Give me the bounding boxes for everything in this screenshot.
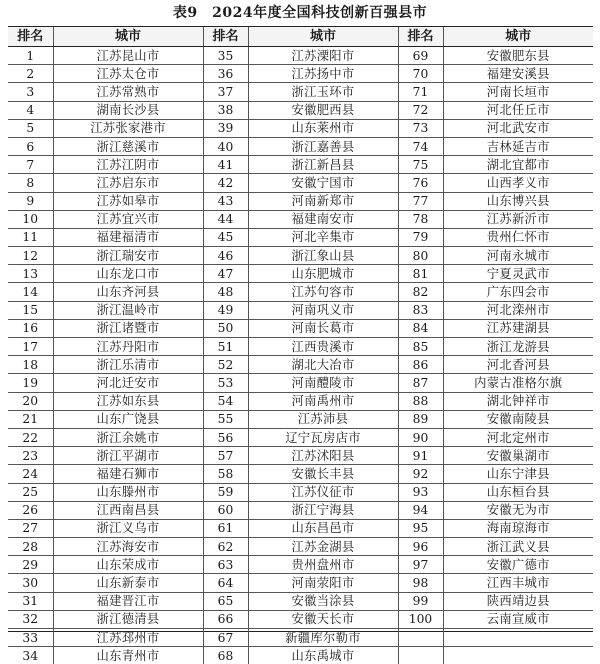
rank-cell: 5 (8, 119, 53, 137)
rank-cell: 24 (8, 465, 53, 483)
rank-cell: 57 (203, 447, 248, 465)
city-cell: 山东桓台县 (443, 483, 593, 501)
header-rank-1: 排名 (8, 27, 53, 47)
rank-cell: 17 (8, 338, 53, 356)
rank-cell: 55 (203, 410, 248, 428)
table-row (8, 392, 593, 410)
city-cell: 福建安溪县 (443, 65, 593, 83)
rank-cell: 67 (203, 629, 248, 647)
rank-cell: 72 (398, 101, 443, 119)
city-cell: 山东肥城市 (248, 265, 398, 283)
city-cell: 福建福清市 (53, 228, 203, 246)
rank-cell: 68 (203, 647, 248, 664)
city-cell: 山东宁津县 (443, 465, 593, 483)
rank-cell: 100 (398, 610, 443, 628)
table-row (8, 65, 593, 83)
rank-cell: 8 (8, 174, 53, 192)
rank-cell: 12 (8, 247, 53, 265)
table-title: 表9 2024年度全国科技创新百强县市 (0, 0, 600, 26)
city-cell: 山东青州市 (53, 647, 203, 664)
rank-cell: 76 (398, 174, 443, 192)
city-cell: 安徽南陵县 (443, 410, 593, 428)
rank-cell: 50 (203, 319, 248, 337)
city-cell: 山东莱州市 (248, 119, 398, 137)
city-cell: 浙江龙游县 (443, 338, 593, 356)
city-cell: 山东滕州市 (53, 483, 203, 501)
city-cell: 浙江乐清市 (53, 356, 203, 374)
rank-cell: 53 (203, 374, 248, 392)
rank-cell: 61 (203, 519, 248, 537)
table-row (8, 556, 593, 574)
city-cell: 浙江嘉善县 (248, 137, 398, 155)
city-cell: 河北迁安市 (53, 374, 203, 392)
city-cell: 河南禹州市 (248, 392, 398, 410)
city-cell: 江西丰城市 (443, 574, 593, 592)
city-cell: 河南醴陵市 (248, 374, 398, 392)
rank-cell: 47 (203, 265, 248, 283)
rank-cell: 11 (8, 228, 53, 246)
city-cell: 浙江象山县 (248, 247, 398, 265)
table-row (8, 374, 593, 392)
city-cell: 安徽肥东县 (443, 47, 593, 65)
table-row (8, 647, 593, 664)
city-cell: 内蒙古准格尔旗 (443, 374, 593, 392)
city-cell: 江苏宜兴市 (53, 210, 203, 228)
city-cell (443, 629, 593, 647)
city-cell: 江苏昆山市 (53, 47, 203, 65)
city-cell: 安徽当涂县 (248, 592, 398, 610)
city-cell: 福建南安市 (248, 210, 398, 228)
city-cell: 贵州盘州市 (248, 556, 398, 574)
rank-cell (398, 647, 443, 664)
rank-cell: 78 (398, 210, 443, 228)
rank-cell: 82 (398, 283, 443, 301)
city-cell: 江苏沭阳县 (248, 447, 398, 465)
city-cell: 江苏新沂市 (443, 210, 593, 228)
table-row (8, 156, 593, 174)
table-row (8, 501, 593, 519)
city-cell: 安徽长丰县 (248, 465, 398, 483)
rank-cell: 15 (8, 301, 53, 319)
rank-cell: 30 (8, 574, 53, 592)
city-cell: 吉林延吉市 (443, 137, 593, 155)
table-row (8, 447, 593, 465)
city-cell: 河北武安市 (443, 119, 593, 137)
city-cell: 河北任丘市 (443, 101, 593, 119)
header-city-1: 城市 (53, 27, 203, 47)
city-cell: 江苏启东市 (53, 174, 203, 192)
rank-cell: 92 (398, 465, 443, 483)
rank-cell: 18 (8, 356, 53, 374)
city-cell: 湖北大冶市 (248, 356, 398, 374)
table-row (8, 592, 593, 610)
rank-cell: 85 (398, 338, 443, 356)
rank-cell: 63 (203, 556, 248, 574)
rank-cell: 4 (8, 101, 53, 119)
city-cell: 江苏句容市 (248, 283, 398, 301)
rank-cell: 9 (8, 192, 53, 210)
table-row (8, 465, 593, 483)
rank-cell: 62 (203, 538, 248, 556)
rank-cell: 35 (203, 47, 248, 65)
rank-cell: 95 (398, 519, 443, 537)
ranking-table-wrapper (8, 26, 593, 632)
rank-cell: 91 (398, 447, 443, 465)
rank-cell: 90 (398, 428, 443, 446)
header-city-2: 城市 (248, 27, 398, 47)
city-cell: 宁夏灵武市 (443, 265, 593, 283)
rank-cell: 96 (398, 538, 443, 556)
table-row (8, 356, 593, 374)
city-cell: 河北滦州市 (443, 301, 593, 319)
city-cell: 湖北宜都市 (443, 156, 593, 174)
city-cell: 浙江瑞安市 (53, 247, 203, 265)
rank-cell: 93 (398, 483, 443, 501)
rank-cell: 2 (8, 65, 53, 83)
rank-cell: 84 (398, 319, 443, 337)
rank-cell: 99 (398, 592, 443, 610)
rank-cell: 36 (203, 65, 248, 83)
city-cell: 江苏金湖县 (248, 538, 398, 556)
rank-cell: 86 (398, 356, 443, 374)
city-cell: 河南长垣市 (443, 83, 593, 101)
table-row (8, 519, 593, 537)
rank-cell: 73 (398, 119, 443, 137)
header-rank-2: 排名 (203, 27, 248, 47)
city-cell: 江苏江阴市 (53, 156, 203, 174)
table-row (8, 137, 593, 155)
city-cell: 浙江德清县 (53, 610, 203, 628)
rank-cell: 45 (203, 228, 248, 246)
rank-cell: 7 (8, 156, 53, 174)
rank-cell: 3 (8, 83, 53, 101)
rank-cell: 34 (8, 647, 53, 664)
rank-cell: 46 (203, 247, 248, 265)
city-cell: 浙江温岭市 (53, 301, 203, 319)
table-row (8, 283, 593, 301)
rank-cell: 83 (398, 301, 443, 319)
table-row (8, 174, 593, 192)
rank-cell: 6 (8, 137, 53, 155)
table-row (8, 101, 593, 119)
rank-cell: 70 (398, 65, 443, 83)
rank-cell: 25 (8, 483, 53, 501)
city-cell: 山西孝义市 (443, 174, 593, 192)
rank-cell: 33 (8, 629, 53, 647)
table-row (8, 538, 593, 556)
rank-cell: 44 (203, 210, 248, 228)
rank-cell: 1 (8, 47, 53, 65)
rank-cell: 16 (8, 319, 53, 337)
city-cell: 河南长葛市 (248, 319, 398, 337)
header-rank-3: 排名 (398, 27, 443, 47)
rank-cell: 66 (203, 610, 248, 628)
city-cell: 江苏扬中市 (248, 65, 398, 83)
table-row (8, 265, 593, 283)
rank-cell: 58 (203, 465, 248, 483)
header-city-3: 城市 (443, 27, 593, 47)
rank-cell: 71 (398, 83, 443, 101)
city-cell: 广东四会市 (443, 283, 593, 301)
table-row (8, 319, 593, 337)
rank-cell: 41 (203, 156, 248, 174)
rank-cell: 54 (203, 392, 248, 410)
city-cell: 山东荣成市 (53, 556, 203, 574)
rank-cell: 10 (8, 210, 53, 228)
rank-cell: 69 (398, 47, 443, 65)
city-cell: 山东博兴县 (443, 192, 593, 210)
city-cell: 江苏太仓市 (53, 65, 203, 83)
city-cell: 河南荥阳市 (248, 574, 398, 592)
rank-cell: 13 (8, 265, 53, 283)
rank-cell: 14 (8, 283, 53, 301)
rank-cell: 22 (8, 428, 53, 446)
city-cell: 山东新泰市 (53, 574, 203, 592)
rank-cell: 51 (203, 338, 248, 356)
city-cell: 浙江武义县 (443, 538, 593, 556)
table-row (8, 119, 593, 137)
rank-cell: 20 (8, 392, 53, 410)
rank-cell: 38 (203, 101, 248, 119)
city-cell: 浙江义乌市 (53, 519, 203, 537)
city-cell: 江苏常熟市 (53, 83, 203, 101)
city-cell: 浙江新昌县 (248, 156, 398, 174)
city-cell: 安徽天长市 (248, 610, 398, 628)
rank-cell: 97 (398, 556, 443, 574)
city-cell: 江苏仪征市 (248, 483, 398, 501)
ranking-table (8, 27, 593, 664)
rank-cell: 52 (203, 356, 248, 374)
city-cell: 江苏溧阳市 (248, 47, 398, 65)
city-cell: 湖北钟祥市 (443, 392, 593, 410)
city-cell: 云南宣威市 (443, 610, 593, 628)
rank-cell: 81 (398, 265, 443, 283)
table-row (8, 629, 593, 647)
table-body (8, 47, 593, 664)
city-cell: 河北辛集市 (248, 228, 398, 246)
rank-cell: 19 (8, 374, 53, 392)
city-cell: 江苏丹阳市 (53, 338, 203, 356)
city-cell: 浙江平湖市 (53, 447, 203, 465)
rank-cell (398, 629, 443, 647)
table-row (8, 483, 593, 501)
rank-cell: 80 (398, 247, 443, 265)
city-cell: 安徽宁国市 (248, 174, 398, 192)
table-header-row (8, 27, 593, 47)
rank-cell: 79 (398, 228, 443, 246)
city-cell: 福建石狮市 (53, 465, 203, 483)
rank-cell: 56 (203, 428, 248, 446)
city-cell: 海南琼海市 (443, 519, 593, 537)
city-cell: 安徽巢湖市 (443, 447, 593, 465)
city-cell: 山东昌邑市 (248, 519, 398, 537)
rank-cell: 64 (203, 574, 248, 592)
city-cell: 安徽广德市 (443, 556, 593, 574)
city-cell: 山东禹城市 (248, 647, 398, 664)
city-cell: 浙江宁海县 (248, 501, 398, 519)
city-cell: 河北定州市 (443, 428, 593, 446)
city-cell: 江西南昌县 (53, 501, 203, 519)
city-cell: 新疆库尔勒市 (248, 629, 398, 647)
table-row (8, 574, 593, 592)
rank-cell: 31 (8, 592, 53, 610)
rank-cell: 77 (398, 192, 443, 210)
table-row (8, 228, 593, 246)
rank-cell: 60 (203, 501, 248, 519)
city-cell: 河北香河县 (443, 356, 593, 374)
rank-cell: 28 (8, 538, 53, 556)
rank-cell: 65 (203, 592, 248, 610)
city-cell: 河南永城市 (443, 247, 593, 265)
table-row (8, 410, 593, 428)
rank-cell: 49 (203, 301, 248, 319)
rank-cell: 87 (398, 374, 443, 392)
city-cell: 浙江玉环市 (248, 83, 398, 101)
rank-cell: 42 (203, 174, 248, 192)
city-cell: 福建晋江市 (53, 592, 203, 610)
city-cell: 山东龙口市 (53, 265, 203, 283)
rank-cell: 98 (398, 574, 443, 592)
table-row (8, 428, 593, 446)
table-row (8, 610, 593, 628)
city-cell: 浙江慈溪市 (53, 137, 203, 155)
rank-cell: 26 (8, 501, 53, 519)
rank-cell: 39 (203, 119, 248, 137)
rank-cell: 32 (8, 610, 53, 628)
rank-cell: 75 (398, 156, 443, 174)
city-cell: 江苏沛县 (248, 410, 398, 428)
city-cell: 江苏海安市 (53, 538, 203, 556)
rank-cell: 59 (203, 483, 248, 501)
rank-cell: 88 (398, 392, 443, 410)
city-cell: 陕西靖边县 (443, 592, 593, 610)
city-cell: 安徽肥西县 (248, 101, 398, 119)
table-row (8, 192, 593, 210)
table-row (8, 210, 593, 228)
rank-cell: 89 (398, 410, 443, 428)
city-cell: 江苏如东县 (53, 392, 203, 410)
rank-cell: 48 (203, 283, 248, 301)
city-cell: 安徽无为市 (443, 501, 593, 519)
rank-cell: 37 (203, 83, 248, 101)
table-row (8, 301, 593, 319)
city-cell: 浙江余姚市 (53, 428, 203, 446)
rank-cell: 94 (398, 501, 443, 519)
city-cell: 江苏邳州市 (53, 629, 203, 647)
city-cell: 辽宁瓦房店市 (248, 428, 398, 446)
rank-cell: 74 (398, 137, 443, 155)
table-row (8, 83, 593, 101)
city-cell: 贵州仁怀市 (443, 228, 593, 246)
table-row (8, 338, 593, 356)
city-cell: 浙江诸暨市 (53, 319, 203, 337)
rank-cell: 40 (203, 137, 248, 155)
rank-cell: 43 (203, 192, 248, 210)
city-cell: 江苏如皋市 (53, 192, 203, 210)
city-cell: 山东广饶县 (53, 410, 203, 428)
city-cell: 江西贵溪市 (248, 338, 398, 356)
city-cell: 江苏建湖县 (443, 319, 593, 337)
rank-cell: 27 (8, 519, 53, 537)
rank-cell: 29 (8, 556, 53, 574)
table-row (8, 247, 593, 265)
table-row (8, 47, 593, 65)
city-cell: 湖南长沙县 (53, 101, 203, 119)
city-cell: 河南新郑市 (248, 192, 398, 210)
city-cell (443, 647, 593, 664)
city-cell: 河南巩义市 (248, 301, 398, 319)
city-cell: 山东齐河县 (53, 283, 203, 301)
rank-cell: 23 (8, 447, 53, 465)
rank-cell: 21 (8, 410, 53, 428)
city-cell: 江苏张家港市 (53, 119, 203, 137)
